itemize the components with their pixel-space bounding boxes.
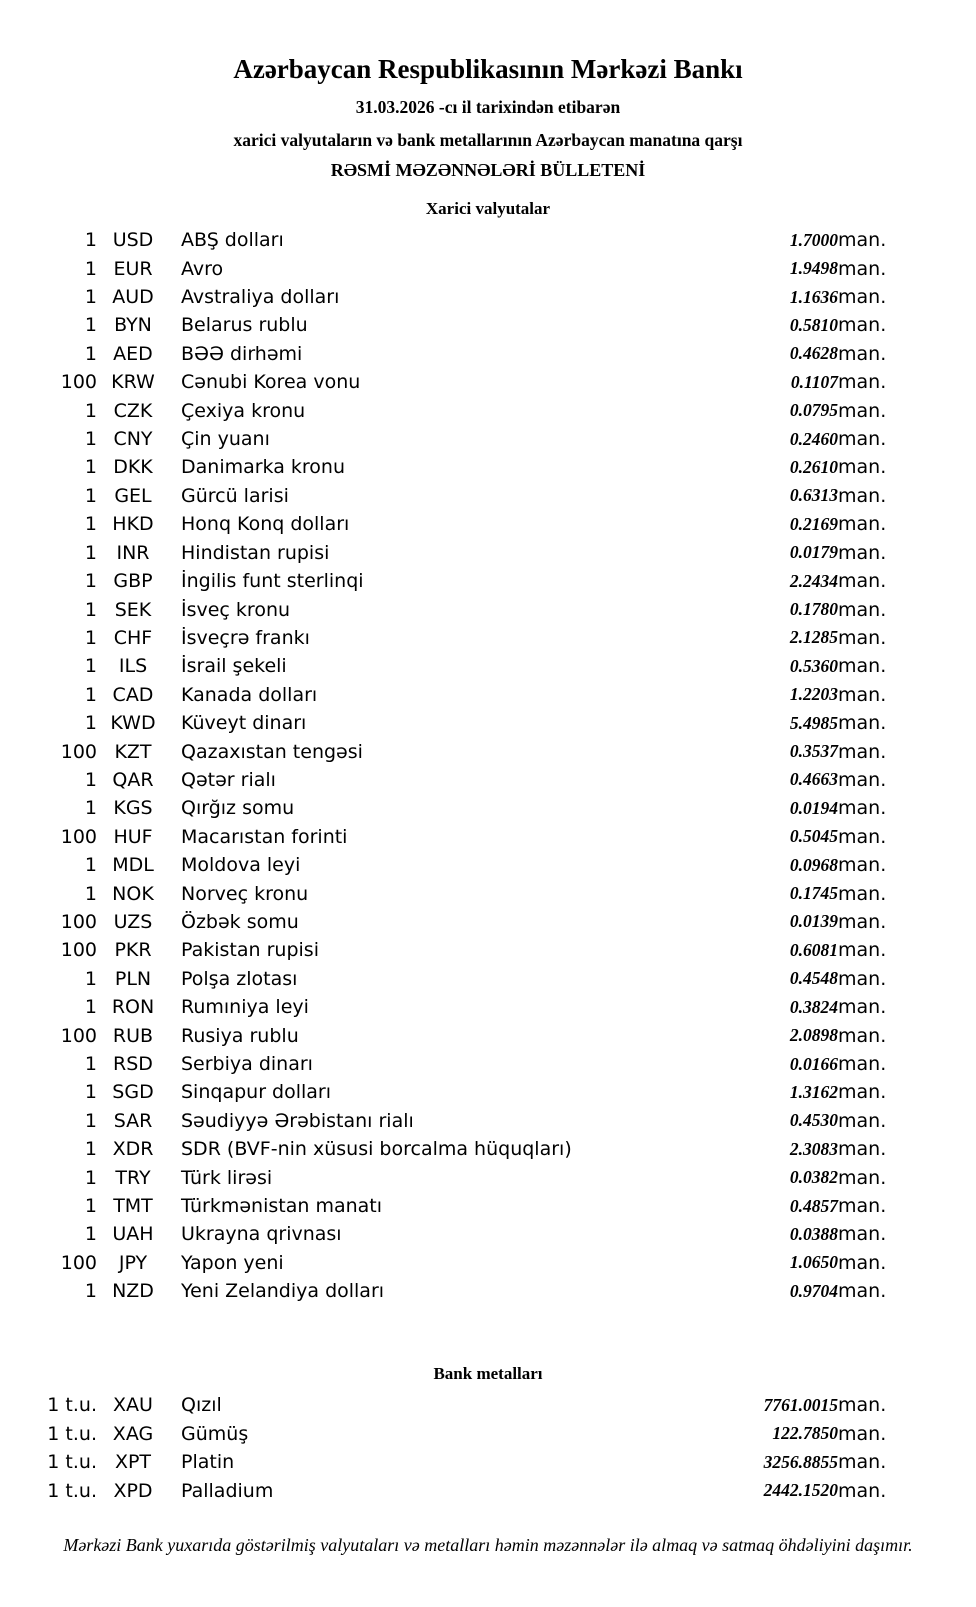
code-cell: SEK	[114, 598, 152, 621]
rate-value: 0.1780	[789, 599, 838, 620]
rate-value: 1.0650	[789, 1252, 838, 1273]
name-cell: Avstraliya dolları	[181, 286, 340, 309]
rate-value: 0.4628	[789, 343, 838, 364]
disclaimer-note: Mərkəzi Bank yuxarıda göstərilmiş valyutaları və metalları həmin məzənnələr ilə almaq və satmaq öhdəliyini daşımır.	[63, 1534, 913, 1555]
code-cell: NZD	[112, 1280, 154, 1303]
code-cell: ILS	[118, 655, 148, 678]
name-cell: SDR (BVF-nin xüsusi borcalma hüquqları)	[181, 1138, 572, 1161]
code-cell: UZS	[113, 910, 153, 933]
code-cell: XAU	[113, 1394, 153, 1417]
currency-row	[0, 396, 976, 424]
unit-label: man.	[838, 1166, 887, 1189]
quantity-cell: 1	[84, 570, 97, 593]
quantity-cell: 1	[84, 484, 97, 507]
rate-value: 2.0898	[789, 1025, 838, 1046]
metal-row	[0, 1420, 976, 1448]
quantity-cell: 1	[84, 513, 97, 536]
unit-label: man.	[838, 1195, 887, 1218]
currency-row	[0, 624, 976, 652]
code-cell: XPD	[113, 1479, 153, 1502]
currency-row	[0, 1192, 976, 1220]
quantity-cell: 1	[84, 1109, 97, 1132]
rate-value: 1.2203	[789, 684, 838, 705]
rate-value: 0.3537	[789, 741, 838, 762]
quantity-cell: 1	[84, 1195, 97, 1218]
currency-row	[0, 482, 976, 510]
code-cell: KRW	[111, 371, 155, 394]
currency-row	[0, 681, 976, 709]
rate-value: 0.0179	[789, 542, 838, 563]
code-cell: PKR	[114, 939, 152, 962]
name-cell: İsveçrə frankı	[181, 626, 310, 649]
quantity-cell: 1	[84, 229, 97, 252]
metal-row	[0, 1391, 976, 1419]
unit-label: man.	[838, 939, 887, 962]
currency-row	[0, 1135, 976, 1163]
unit-label: man.	[838, 513, 887, 536]
code-cell: SGD	[112, 1081, 154, 1104]
rate-value: 0.0968	[789, 854, 838, 875]
name-cell: Serbiya dinarı	[181, 1053, 313, 1076]
rate-value: 0.0194	[789, 797, 838, 818]
code-cell: JPY	[118, 1251, 148, 1274]
quantity-cell: 1	[84, 342, 97, 365]
unit-label: man.	[838, 257, 887, 280]
code-cell: XDR	[112, 1138, 154, 1161]
quantity-cell: 1	[84, 1280, 97, 1303]
metal-row	[0, 1448, 976, 1476]
currency-row	[0, 226, 976, 254]
quantity-cell: 1	[84, 314, 97, 337]
rate-value: 0.3824	[789, 996, 838, 1017]
currency-row	[0, 908, 976, 936]
name-cell: Platin	[181, 1451, 235, 1474]
currency-row	[0, 737, 976, 765]
name-cell: Danimarka kronu	[181, 456, 346, 479]
name-cell: Qırğız somu	[181, 797, 295, 820]
unit-label: man.	[838, 428, 887, 451]
bulletin-title: RƏSMİ MƏZƏNNƏLƏRİ BÜLLETENİ	[330, 159, 646, 180]
code-cell: USD	[112, 229, 154, 252]
name-cell: Sinqapur dolları	[181, 1081, 332, 1104]
name-cell: Cənubi Korea vonu	[181, 371, 361, 394]
currency-row	[0, 368, 976, 396]
metals-rate-table	[0, 1391, 976, 1505]
unit-label: man.	[838, 570, 887, 593]
quantity-cell: 1 t.u.	[47, 1394, 97, 1417]
unit-label: man.	[838, 371, 887, 394]
code-cell: RON	[111, 996, 155, 1019]
quantity-cell: 1	[84, 428, 97, 451]
rate-value: 1.9498	[789, 258, 838, 279]
name-cell: Pakistan rupisi	[181, 939, 319, 962]
quantity-cell: 1	[84, 712, 97, 735]
metal-row	[0, 1476, 976, 1504]
currency-row	[0, 936, 976, 964]
rate-value: 0.1745	[789, 883, 838, 904]
name-cell: Səudiyyə Ərəbistanı rialı	[181, 1109, 414, 1132]
currency-row	[0, 283, 976, 311]
quantity-cell: 1	[84, 286, 97, 309]
unit-label: man.	[838, 1394, 887, 1417]
name-cell: Yapon yeni	[181, 1251, 284, 1274]
unit-label: man.	[838, 882, 887, 905]
name-cell: Honq Konq dolları	[181, 513, 350, 536]
code-cell: PLN	[114, 967, 152, 990]
currencies-section-title: Xarici valyutalar	[425, 199, 551, 219]
unit-label: man.	[838, 1109, 887, 1132]
unit-label: man.	[838, 484, 887, 507]
code-cell: AED	[113, 342, 153, 365]
name-cell: İsveç kronu	[181, 598, 291, 621]
quantity-cell: 100	[60, 939, 97, 962]
name-cell: Rumıniya leyi	[181, 996, 309, 1019]
name-cell: Qazaxıstan tengəsi	[181, 740, 363, 763]
unit-label: man.	[838, 1081, 887, 1104]
currency-row	[0, 254, 976, 282]
quantity-cell: 100	[60, 825, 97, 848]
code-cell: DKK	[113, 456, 153, 479]
code-cell: EUR	[113, 257, 153, 280]
unit-label: man.	[838, 1138, 887, 1161]
unit-label: man.	[838, 825, 887, 848]
currency-row	[0, 1220, 976, 1248]
rate-value: 122.7850	[772, 1423, 838, 1444]
quantity-cell: 1	[84, 1166, 97, 1189]
name-cell: Kanada dolları	[181, 683, 318, 706]
quantity-cell: 1	[84, 655, 97, 678]
unit-label: man.	[838, 286, 887, 309]
currency-row	[0, 879, 976, 907]
code-cell: TMT	[113, 1195, 153, 1218]
unit-label: man.	[838, 1280, 887, 1303]
rate-value: 0.0795	[789, 400, 838, 421]
rate-value: 0.4663	[789, 769, 838, 790]
currency-row	[0, 311, 976, 339]
quantity-cell: 1	[84, 683, 97, 706]
unit-label: man.	[838, 541, 887, 564]
code-cell: SAR	[113, 1109, 153, 1132]
code-cell: MDL	[112, 854, 154, 877]
quantity-cell: 1	[84, 996, 97, 1019]
quantity-cell: 1	[84, 1138, 97, 1161]
currency-row	[0, 1021, 976, 1049]
quantity-cell: 1	[84, 626, 97, 649]
code-cell: CHF	[113, 626, 153, 649]
quantity-cell: 1 t.u.	[47, 1479, 97, 1502]
quantity-cell: 1	[84, 399, 97, 422]
rate-value: 2442.1520	[763, 1480, 838, 1501]
rate-value: 0.0139	[789, 911, 838, 932]
rate-value: 0.6081	[789, 939, 838, 960]
name-cell: Küveyt dinarı	[181, 712, 307, 735]
code-cell: KGS	[113, 797, 153, 820]
rate-value: 0.0166	[789, 1053, 838, 1074]
unit-label: man.	[838, 1053, 887, 1076]
quantity-cell: 100	[60, 740, 97, 763]
rate-value: 0.5360	[789, 655, 838, 676]
quantity-cell: 1	[84, 854, 97, 877]
bulletin-subtitle: xarici valyutaların və bank metallarının Azərbaycan manatına qarşı	[233, 130, 743, 151]
unit-label: man.	[838, 797, 887, 820]
quantity-cell: 1	[84, 257, 97, 280]
code-cell: XPT	[114, 1451, 152, 1474]
code-cell: BYN	[114, 314, 152, 337]
name-cell: Özbək somu	[181, 910, 299, 933]
unit-label: man.	[838, 683, 887, 706]
name-cell: Yeni Zelandiya dolları	[181, 1280, 385, 1303]
code-cell: HUF	[113, 825, 153, 848]
unit-label: man.	[838, 1479, 887, 1502]
currency-row	[0, 1163, 976, 1191]
name-cell: Qızıl	[181, 1394, 222, 1417]
code-cell: RUB	[112, 1024, 154, 1047]
currency-row	[0, 794, 976, 822]
currency-row	[0, 965, 976, 993]
unit-label: man.	[838, 996, 887, 1019]
rate-value: 0.5810	[789, 314, 838, 335]
unit-label: man.	[838, 229, 887, 252]
name-cell: Gümüş	[181, 1422, 249, 1445]
quantity-cell: 1	[84, 1223, 97, 1246]
name-cell: Qətər rialı	[181, 768, 276, 791]
name-cell: Türk lirəsi	[181, 1166, 273, 1189]
quantity-cell: 1	[84, 882, 97, 905]
quantity-cell: 1	[84, 541, 97, 564]
currency-row	[0, 652, 976, 680]
name-cell: Avro	[181, 257, 224, 280]
name-cell: Moldova leyi	[181, 854, 301, 877]
quantity-cell: 100	[60, 910, 97, 933]
code-cell: UAH	[112, 1223, 154, 1246]
currency-row	[0, 510, 976, 538]
unit-label: man.	[838, 655, 887, 678]
rate-value: 0.4548	[789, 968, 838, 989]
rate-value: 0.0388	[789, 1223, 838, 1244]
unit-label: man.	[838, 740, 887, 763]
unit-label: man.	[838, 456, 887, 479]
currency-row	[0, 1107, 976, 1135]
metals-section-title: Bank metalları	[433, 1364, 543, 1384]
name-cell: Gürcü larisi	[181, 484, 289, 507]
name-cell: Macarıstan forinti	[181, 825, 348, 848]
unit-label: man.	[838, 1451, 887, 1474]
quantity-cell: 100	[60, 371, 97, 394]
rate-value: 0.2460	[789, 428, 838, 449]
quantity-cell: 100	[60, 1251, 97, 1274]
unit-label: man.	[838, 1223, 887, 1246]
unit-label: man.	[838, 1024, 887, 1047]
code-cell: KZT	[114, 740, 152, 763]
rate-value: 0.2169	[789, 513, 838, 534]
unit-label: man.	[838, 967, 887, 990]
unit-label: man.	[838, 598, 887, 621]
unit-label: man.	[838, 399, 887, 422]
currency-row	[0, 1078, 976, 1106]
rate-value: 0.1107	[790, 371, 838, 392]
rate-value: 1.7000	[789, 229, 838, 250]
quantity-cell: 1	[84, 768, 97, 791]
currency-row	[0, 453, 976, 481]
currency-row	[0, 539, 976, 567]
unit-label: man.	[838, 342, 887, 365]
rate-value: 2.2434	[789, 570, 838, 591]
code-cell: XAG	[112, 1422, 154, 1445]
rate-value: 0.9704	[789, 1280, 838, 1301]
currency-row	[0, 567, 976, 595]
currency-row	[0, 823, 976, 851]
rate-value: 3256.8855	[763, 1451, 838, 1472]
currency-row	[0, 709, 976, 737]
currency-rate-table	[0, 226, 976, 1305]
rate-value: 0.6313	[789, 485, 838, 506]
code-cell: GEL	[114, 484, 152, 507]
name-cell: Polşa zlotası	[181, 967, 298, 990]
rate-value: 0.0382	[789, 1167, 838, 1188]
effective-date: 31.03.2026 -cı il tarixindən etibarən	[355, 97, 621, 118]
unit-label: man.	[838, 314, 887, 337]
rate-value: 1.3162	[789, 1081, 838, 1102]
unit-label: man.	[838, 712, 887, 735]
name-cell: Ukrayna qrivnası	[181, 1223, 342, 1246]
currency-row	[0, 851, 976, 879]
currency-row	[0, 425, 976, 453]
code-cell: RSD	[113, 1053, 153, 1076]
rate-value: 0.5045	[789, 826, 838, 847]
currency-row	[0, 766, 976, 794]
code-cell: QAR	[112, 768, 154, 791]
rate-value: 1.1636	[789, 286, 838, 307]
name-cell: ABŞ dolları	[181, 229, 284, 252]
code-cell: NOK	[112, 882, 154, 905]
unit-label: man.	[838, 768, 887, 791]
code-cell: AUD	[112, 286, 154, 309]
code-cell: TRY	[115, 1166, 151, 1189]
unit-label: man.	[838, 626, 887, 649]
name-cell: Çexiya kronu	[181, 399, 306, 422]
quantity-cell: 1	[84, 598, 97, 621]
code-cell: HKD	[112, 513, 154, 536]
name-cell: Belarus rublu	[181, 314, 308, 337]
currency-row	[0, 1249, 976, 1277]
code-cell: INR	[116, 541, 150, 564]
currency-row	[0, 1050, 976, 1078]
currency-row	[0, 595, 976, 623]
rate-value: 0.4857	[789, 1195, 838, 1216]
rate-value: 0.2610	[789, 456, 838, 477]
name-cell: Palladium	[181, 1479, 274, 1502]
code-cell: GBP	[113, 570, 153, 593]
name-cell: Çin yuanı	[181, 428, 270, 451]
quantity-cell: 100	[60, 1024, 97, 1047]
rate-value: 0.4530	[789, 1110, 838, 1131]
bank-name-title: Azərbaycan Respublikasının Mərkəzi Bankı	[233, 54, 743, 84]
code-cell: CAD	[112, 683, 154, 706]
quantity-cell: 1 t.u.	[47, 1451, 97, 1474]
currency-row	[0, 1277, 976, 1305]
code-cell: CZK	[113, 399, 153, 422]
name-cell: Hindistan rupisi	[181, 541, 330, 564]
name-cell: İsrail şekeli	[181, 655, 287, 678]
quantity-cell: 1	[84, 1081, 97, 1104]
name-cell: Rusiya rublu	[181, 1024, 299, 1047]
quantity-cell: 1	[84, 797, 97, 820]
quantity-cell: 1	[84, 456, 97, 479]
rate-value: 2.3083	[789, 1138, 838, 1159]
rate-value: 7761.0015	[763, 1394, 838, 1415]
currency-row	[0, 340, 976, 368]
quantity-cell: 1	[84, 1053, 97, 1076]
name-cell: İngilis funt sterlinqi	[181, 570, 364, 593]
name-cell: Türkmənistan manatı	[181, 1195, 383, 1218]
name-cell: BƏƏ dirhəmi	[181, 342, 303, 365]
rate-value: 2.1285	[789, 627, 838, 648]
code-cell: CNY	[113, 428, 153, 451]
unit-label: man.	[838, 1251, 887, 1274]
code-cell: KWD	[110, 712, 156, 735]
unit-label: man.	[838, 1422, 887, 1445]
quantity-cell: 1	[84, 967, 97, 990]
quantity-cell: 1 t.u.	[47, 1422, 97, 1445]
rate-value: 5.4985	[789, 712, 838, 733]
currency-row	[0, 993, 976, 1021]
name-cell: Norveç kronu	[181, 882, 309, 905]
unit-label: man.	[838, 854, 887, 877]
unit-label: man.	[838, 910, 887, 933]
